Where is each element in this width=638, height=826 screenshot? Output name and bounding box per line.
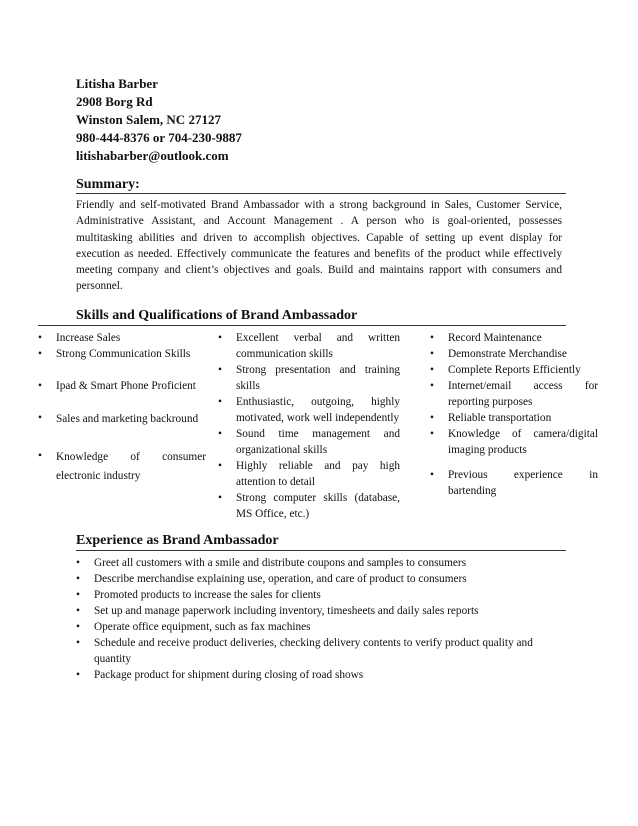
bullet-icon: • [76,637,80,649]
experience-item: • Promoted products to increase the sales for clients [76,589,321,601]
skill-item: • Ipad & Smart Phone Proficient [38,380,196,392]
applicant-name: Litisha Barber [76,76,158,91]
skill-item: • Internet/email access for reporting purposes [430,380,598,408]
experience-divider [76,550,566,551]
experience-item: • Describe merchandise explaining use, operation, and care of product to consumers [76,573,467,585]
bullet-icon: • [430,412,434,424]
bullet-icon: • [38,450,42,462]
skill-item: • Sales and marketing backround [38,412,199,425]
bullet-icon: • [38,412,42,424]
skills-column-2 [218,330,400,522]
bullet-icon: • [76,573,80,585]
bullet-icon: • [76,605,80,617]
experience-item: • Set up and manage paperwork including inventory, timesheets and daily sales reports [76,605,479,617]
skill-item: • Enthusiastic, outgoing, highly motivated, work well independently [218,396,400,424]
skills-heading: Skills and Qualifications of Brand Ambassador [76,308,358,323]
skill-item: • Reliable transportation [430,412,552,424]
bullet-icon: • [218,396,222,408]
bullet-icon: • [76,589,80,601]
skill-item: • Excellent verbal and written communication skills [218,332,400,360]
summary-divider [76,193,566,194]
bullet-icon: • [76,621,80,633]
bullet-icon: • [76,669,80,681]
email-address: litishabarber@outlook.com [76,148,229,163]
city-state-zip: Winston Salem, NC 27127 [76,112,221,127]
skill-item: • Knowledge of consumer electronic industry [38,450,206,482]
skill-item: • Sound time management and organizational skills [218,428,400,456]
bullet-icon: • [218,364,222,376]
summary-paragraph: Friendly and self-motivated Brand Ambassador with a strong background in Sales, Customer Service, Administrative Assistant, and Account Management . A person who is goal-oriented, possesses multitasking abilities and driven to accomplish objectives. Capable of setting up event display for execution as needed. Effectively communicate the features and benefits of the product while effectively meeting company and client’s objectives and goals. Build and maintains rapport with consumers and personnel. [76,199,562,293]
bullet-icon: • [430,332,434,344]
bullet-icon: • [430,364,434,376]
skill-item: • Strong Communication Skills [38,348,191,360]
skills-column-3 [430,330,598,499]
bullet-icon: • [76,557,80,569]
bullet-icon: • [218,492,222,504]
bullet-icon: • [430,380,434,392]
experience-item: • Operate office equipment, such as fax machines [76,621,311,633]
skill-item: • Highly reliable and pay high attention to detail [218,460,400,488]
street-address: 2908 Borg Rd [76,94,153,109]
experience-item: • Greet all customers with a smile and distribute coupons and samples to consumers [76,557,467,569]
bullet-icon: • [218,428,222,440]
bullet-icon: • [430,348,434,360]
skill-item: • Strong presentation and training skills [218,364,400,392]
bullet-icon: • [38,380,42,392]
summary-heading: Summary: [76,177,140,192]
bullet-icon: • [430,469,434,481]
bullet-icon: • [218,460,222,472]
bullet-icon: • [218,332,222,344]
skill-item: • Strong computer skills (database, MS Office, etc.) [218,492,400,520]
contact-block [76,75,242,165]
bullet-icon: • [430,428,434,440]
experience-heading: Experience as Brand Ambassador [76,533,279,548]
experience-list [76,555,566,683]
skills-divider [38,325,566,326]
bullet-icon: • [38,348,42,360]
skill-item: • Complete Reports Efficiently [430,364,581,376]
experience-item: • Schedule and receive product deliveries, checking delivery contents to verify product quality and quantity [76,637,533,665]
skill-item: • Knowledge of camera/digital imaging products [430,428,598,456]
phone-numbers: 980-444-8376 or 704-230-9887 [76,130,242,145]
skill-item: • Increase Sales [38,332,121,344]
skill-item: • Previous experience in bartending [430,469,598,497]
skill-item: • Demonstrate Merchandise [430,348,567,360]
bullet-icon: • [38,332,42,344]
skills-column-1 [38,330,206,486]
experience-item: • Package product for shipment during closing of road shows [76,669,364,681]
skill-item: • Record Maintenance [430,332,542,344]
